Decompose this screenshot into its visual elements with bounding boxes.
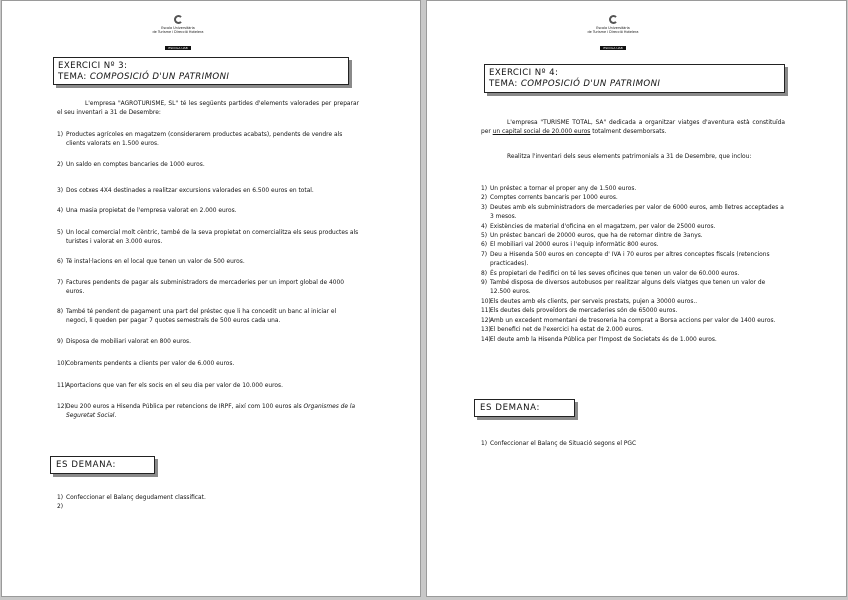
tasks-list (481, 440, 785, 449)
item-text: També té pendent de pagament una part del préstec que li ha concedit un banc al iniciar el negoci, li queden per pagar 7 quotes semestrals de 500 euros cada una. (66, 309, 337, 324)
item-number: 12) (481, 317, 491, 324)
item-number: 1) (57, 132, 64, 138)
intro-paragraph (57, 100, 359, 118)
task-text: Confeccionar el Balanç de Situació segons el PGC (490, 441, 637, 447)
intro-paragraph (481, 119, 785, 137)
exercise-title-box (484, 64, 785, 93)
item-text: Disposa de mobiliari valorat en 800 euros. (66, 339, 191, 345)
items-list (57, 131, 359, 421)
item-number: 4) (481, 223, 488, 230)
logo-line-1: Escola Universitària (161, 26, 195, 30)
item-text: Aportacions que van fer els socis en el seu dia per valor de 10.000 euros. (66, 383, 283, 389)
page-right (426, 0, 847, 597)
list-item (481, 298, 785, 307)
list-item (57, 207, 359, 216)
item-text: Existències de material d'oficina en el magatzem, per valor de 25000 euros. (490, 223, 716, 230)
item-number: 8) (481, 270, 488, 277)
item-text: Un préstec bancari de 20000 euros, que ha de retornar dintre de 3anys. (490, 233, 703, 240)
exercise-label: EXERCICI Nº 4: (489, 68, 559, 78)
item-number: 5) (57, 230, 64, 236)
item-text: El mobiliari val 2000 euros i l'equip informàtic 800 euros. (490, 242, 659, 249)
items-list (481, 185, 785, 345)
list-item (481, 185, 785, 194)
tema-text: COMPOSICIÓ D'UN PATRIMONI (89, 72, 230, 82)
es-demana-label: ES DEMANA: (56, 460, 117, 470)
list-item (481, 204, 785, 223)
es-demana-box (50, 456, 155, 474)
item-text: Comptes corrents bancaris per 1000 euros. (490, 195, 618, 202)
task-number: 1) (57, 495, 64, 501)
es-demana-label: ES DEMANA: (480, 403, 541, 413)
tasks-list (57, 494, 359, 510)
task-text: Confeccionar el Balanç degudament classificat. (66, 495, 206, 501)
item-number: 6) (57, 259, 64, 265)
logo-line-1: Escola Universitària (596, 26, 630, 30)
item-text: El benefici net de l'exercici ha estat de 2.000 euros. (490, 327, 643, 334)
item-text: Té instal·lacions en el local que tenen un valor de 500 euros. (66, 259, 245, 265)
task-item (57, 494, 359, 503)
item-text-end: . (114, 413, 117, 419)
item-number: 4) (57, 208, 64, 214)
list-item (481, 223, 785, 232)
item-number: 1) (481, 186, 488, 192)
list-item (481, 336, 785, 345)
item-number: 3) (57, 188, 64, 194)
item-text-italic: Organismes de la Seguretat Social (66, 404, 356, 419)
list-item (481, 279, 785, 298)
es-demana-box (474, 399, 575, 417)
item-number: 11) (481, 308, 491, 315)
list-item (481, 232, 785, 241)
item-text: Una masia propietat de l'empresa valorat en 2.000 euros. (66, 208, 237, 214)
list-item (57, 382, 359, 391)
item-text: Deutes amb els subministradors de mercaderies per valor de 6000 euros, amb lletres acceptades a 3 mesos. (490, 204, 784, 221)
item-number: 8) (57, 309, 64, 315)
list-item (57, 338, 359, 347)
tema-label: TEMA: (489, 79, 518, 89)
item-number: 14) (481, 336, 491, 343)
intro-text-underlined: un capital social de 20.000 euros (492, 129, 591, 135)
task-item (481, 440, 785, 449)
tema-label: TEMA: (58, 72, 87, 82)
item-text: Deu 200 euros a Hisenda Pública per retencions de IRPF, així com 100 euros als (66, 404, 304, 410)
item-text: També disposa de diversos autobusos per realitzar alguns dels viatges que tenen un valor de 12.500 euros. (490, 280, 766, 296)
tema-line (58, 72, 344, 83)
item-text: Cobraments pendents a clients per valor de 6.000 euros. (66, 361, 235, 367)
list-item (481, 194, 785, 203)
item-number: 6) (481, 242, 488, 249)
item-number: 2) (57, 162, 64, 168)
logo-mark-icon (609, 15, 618, 24)
item-text: És propietari de l'edifici on té les seves oficines que tenen un valor de 60.000 euros. (490, 270, 740, 277)
list-item (57, 403, 359, 421)
list-item (481, 241, 785, 250)
item-number: 11) (57, 383, 67, 389)
item-number: 10) (481, 298, 491, 305)
item-number: 7) (57, 280, 64, 286)
list-item (481, 251, 785, 270)
intro-text: L'empresa "AGROTURISME, SL" té les següents partides d'elements valorades per preparar el seu inventari a 31 de Desembre: (57, 101, 359, 116)
list-item (57, 229, 359, 247)
item-text: Factures pendents de pagar als subministradors de mercaderies per un import global de 4000 euros. (66, 280, 344, 295)
item-text: Un saldo en comptes bancaries de 1000 euros. (66, 162, 205, 168)
page-left (1, 0, 421, 597)
tema-line (489, 79, 780, 90)
list-item (481, 326, 785, 335)
item-number: 13) (481, 327, 491, 334)
exercise-title-box (53, 57, 349, 85)
logo-bar: ESCOLA UAB (165, 46, 190, 50)
item-number: 10) (57, 361, 67, 367)
item-number: 2) (481, 195, 488, 202)
item-number: 12) (57, 404, 67, 410)
list-item (57, 187, 359, 196)
list-item (57, 258, 359, 267)
item-number: 5) (481, 233, 488, 240)
list-item (57, 161, 359, 170)
list-item (57, 308, 359, 326)
item-text: Un local comercial molt cèntric, també de la seva propietat on comercialitza els seus productes als turistes i valorat en 3.000 euros. (66, 230, 359, 245)
list-item (481, 307, 785, 316)
intro-text-end: totalment desemborsats. (590, 129, 667, 135)
item-text: Dos cotxes 4X4 destinades a realitzar excursions valorades en 6.500 euros en total. (66, 188, 314, 194)
list-item (481, 270, 785, 279)
task-number: 1) (481, 441, 488, 447)
list-item (57, 279, 359, 297)
logo-line-2: de Turisme i Direcció Hotelera (587, 30, 639, 34)
logo-line-2: de Turisme i Direcció Hotelera (152, 30, 204, 34)
list-item (57, 360, 359, 369)
logo-bar: ESCOLA UAB (600, 46, 625, 50)
list-item (57, 131, 359, 149)
school-logo (583, 15, 643, 53)
item-number: 9) (481, 280, 488, 287)
item-text: Un préstec a tornar el proper any de 1.500 euros. (490, 186, 637, 192)
exercise-label: EXERCICI Nº 3: (58, 61, 128, 71)
list-item (481, 317, 785, 326)
item-text: Amb un excedent momentani de tresoreria ha comprat a Borsa accions per valor de 1400 euros. (490, 317, 776, 324)
intro-paragraph-2 (481, 152, 785, 163)
task-number: 2) (57, 504, 64, 510)
item-text: Productes agrícoles en magatzem (considerarem productes acabats), pendents de vendre als clients valorats en 1.500 euros. (66, 132, 343, 147)
item-text: Els deutes dels proveïdors de mercaderies són de 65000 euros. (490, 308, 678, 315)
item-text: Els deutes amb els clients, per serveis prestats, pujen a 30000 euros.. (490, 298, 698, 305)
logo-mark-icon (174, 15, 183, 24)
item-number: 7) (481, 251, 488, 258)
item-text: El deute amb la Hisenda Pública per l'Impost de Societats és de 1.000 euros. (490, 336, 717, 343)
intro-text: L'empresa "TURISME TOTAL, SA" dedicada a organitzar viatges d'aventura està constituïda per (481, 120, 785, 135)
intro2-text: Realitza l'inventari dels seus elements patrimonials a 31 de Desembre, que inclou: (507, 154, 752, 160)
item-number: 9) (57, 339, 64, 345)
school-logo (148, 15, 208, 53)
item-number: 3) (481, 204, 488, 211)
tema-text: COMPOSICIÓ D'UN PATRIMONI (520, 79, 661, 89)
item-text: Deu a Hisenda 500 euros en concepte d' IVA i 70 euros per altres conceptes fiscals (retencions practicades). (490, 251, 770, 268)
